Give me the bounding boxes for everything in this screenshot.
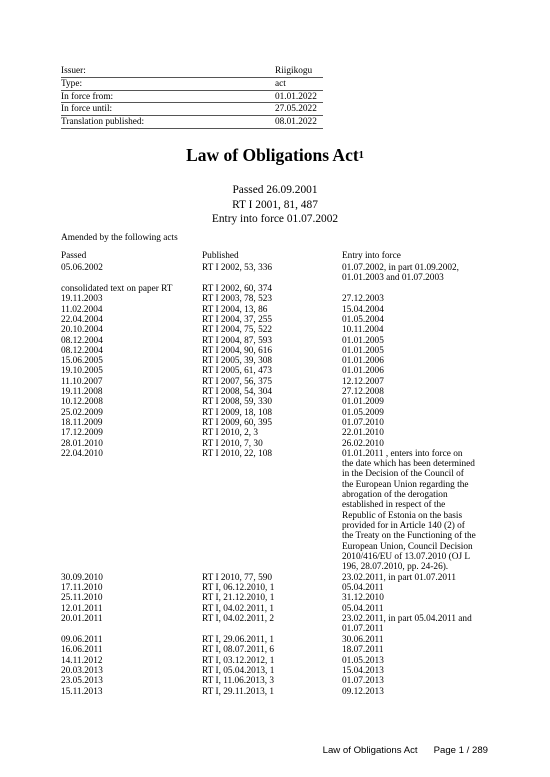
cell-entry-into-force: 01.05.2013 bbox=[342, 655, 384, 666]
cell-published: RT I 2002, 60, 374 bbox=[202, 284, 273, 295]
cell-published: RT I 2004, 37, 255 bbox=[202, 314, 273, 325]
cell-published: RT I 2007, 56, 375 bbox=[202, 376, 273, 387]
cell-published: RT I 2002, 53, 336 bbox=[202, 263, 273, 274]
cell-published: RT I 2010, 77, 590 bbox=[202, 572, 273, 583]
cell-passed: 11.02.2004 bbox=[61, 304, 103, 315]
table-row bbox=[61, 583, 491, 593]
metadata-block bbox=[61, 65, 321, 129]
footer-doc-title: Law of Obligations Act bbox=[322, 745, 418, 756]
cell-entry-into-force: 01.01.2011 , enters into force on the date which has been determined in the Decision of the Council of the European Union regarding the abrogation of the derogation established in respect of the Republic of Estonia on the basis provided for in Article 140 (2) of the Treaty on the Functioning of the European Union, Council Decision 2010/416/EU of 13.07.2010 (OJ L 196, 28.07.2010, pp. 24-26). bbox=[342, 448, 476, 573]
cell-passed: 05.06.2002 bbox=[61, 263, 103, 274]
cell-published: RT I 2009, 18, 108 bbox=[202, 407, 273, 418]
cell-published: RT I, 05.04.2013, 1 bbox=[202, 665, 275, 676]
table-row bbox=[61, 356, 491, 366]
passed-publication: RT I 2001, 81, 487 bbox=[232, 198, 318, 211]
cell-entry-into-force: 22.01.2010 bbox=[342, 428, 384, 439]
cell-entry-into-force: 01.07.2013 bbox=[342, 676, 384, 687]
cell-passed: 20.10.2004 bbox=[61, 325, 103, 336]
page-title bbox=[0, 144, 550, 170]
metadata-key: Issuer: bbox=[61, 66, 86, 76]
table-row bbox=[61, 687, 491, 697]
cell-passed: 22.04.2004 bbox=[61, 314, 103, 325]
table-row bbox=[61, 635, 491, 645]
cell-passed: consolidated text on paper RT bbox=[61, 284, 173, 295]
cell-entry-into-force: 05.04.2011 bbox=[342, 603, 384, 614]
cell-passed: 08.12.2004 bbox=[61, 345, 103, 356]
cell-passed: 25.11.2010 bbox=[61, 593, 103, 604]
cell-entry-into-force: 26.02.2010 bbox=[342, 438, 384, 449]
cell-passed: 11.10.2007 bbox=[61, 376, 103, 387]
cell-entry-into-force: 09.12.2013 bbox=[342, 686, 384, 697]
cell-passed: 15.06.2005 bbox=[61, 356, 103, 367]
metadata-value: 27.05.2022 bbox=[275, 104, 317, 115]
table-row bbox=[61, 573, 491, 583]
cell-passed: 30.09.2010 bbox=[61, 572, 103, 583]
table-row bbox=[61, 294, 491, 304]
cell-entry-into-force: 01.07.2002, in part 01.09.2002, 01.01.2003 and 01.07.2003 bbox=[342, 263, 459, 284]
passed-date: Passed 26.09.2001 bbox=[232, 184, 318, 196]
table-row bbox=[61, 387, 491, 397]
cell-published: RT I 2010, 7, 30 bbox=[202, 438, 263, 449]
cell-entry-into-force: 01.01.2009 bbox=[342, 397, 384, 408]
cell-entry-into-force: 31.12.2010 bbox=[342, 593, 384, 604]
table-row bbox=[61, 397, 491, 407]
cell-entry-into-force: 01.05.2009 bbox=[342, 407, 384, 418]
header-published: Published bbox=[202, 251, 239, 261]
cell-published: RT I 2010, 22, 108 bbox=[202, 448, 273, 459]
table-row bbox=[61, 676, 491, 686]
cell-entry-into-force: 01.01.2006 bbox=[342, 366, 384, 377]
cell-entry-into-force: 18.07.2011 bbox=[342, 645, 384, 656]
metadata-key: Translation published: bbox=[61, 117, 145, 128]
amendments-table bbox=[61, 251, 491, 697]
cell-passed: 19.11.2003 bbox=[61, 294, 103, 305]
cell-entry-into-force: 15.04.2013 bbox=[342, 665, 384, 676]
cell-passed: 19.10.2005 bbox=[61, 366, 103, 377]
title-text: Law of Obligations Act bbox=[186, 145, 359, 165]
table-row bbox=[61, 645, 491, 655]
page-footer bbox=[323, 745, 488, 756]
metadata-value: 01.01.2022 bbox=[275, 91, 317, 102]
metadata-value: Riigikogu bbox=[275, 66, 313, 76]
cell-entry-into-force: 12.12.2007 bbox=[342, 376, 384, 387]
table-row bbox=[61, 449, 491, 573]
cell-published: RT I 2005, 39, 308 bbox=[202, 356, 273, 367]
cell-published: RT I, 08.07.2011, 6 bbox=[202, 645, 275, 656]
cell-published: RT I 2004, 13, 86 bbox=[202, 304, 268, 315]
metadata-key: Type: bbox=[61, 78, 83, 89]
cell-passed: 09.06.2011 bbox=[61, 635, 103, 646]
table-header bbox=[61, 251, 491, 263]
metadata-key: In force until: bbox=[61, 104, 113, 115]
cell-published: RT I 2008, 54, 304 bbox=[202, 387, 273, 398]
metadata-key: In force from: bbox=[61, 91, 114, 102]
cell-passed: 12.01.2011 bbox=[61, 603, 103, 614]
title-footnote-link[interactable]: 1 bbox=[358, 150, 364, 161]
table-row bbox=[61, 336, 491, 346]
cell-passed: 23.05.2013 bbox=[61, 676, 103, 687]
table-row bbox=[61, 284, 491, 294]
cell-published: RT I 2003, 78, 523 bbox=[202, 294, 273, 305]
table-row bbox=[61, 408, 491, 418]
cell-entry-into-force: 23.02.2011, in part 01.07.2011 bbox=[342, 572, 456, 583]
cell-published: RT I, 04.02.2011, 1 bbox=[202, 603, 275, 614]
table-row bbox=[61, 325, 491, 335]
cell-published: RT I, 03.12.2012, 1 bbox=[202, 655, 275, 666]
cell-published: RT I 2004, 75, 522 bbox=[202, 325, 273, 336]
table-row bbox=[61, 666, 491, 676]
cell-published: RT I, 06.12.2010, 1 bbox=[202, 583, 275, 594]
cell-entry-into-force: 01.01.2006 bbox=[342, 356, 384, 367]
cell-published: RT I 2009, 60, 395 bbox=[202, 417, 273, 428]
table-row bbox=[61, 428, 491, 438]
cell-published: RT I 2004, 87, 593 bbox=[202, 335, 273, 346]
cell-passed: 18.11.2009 bbox=[61, 417, 103, 428]
cell-entry-into-force: 01.01.2005 bbox=[342, 345, 384, 356]
cell-published: RT I, 04.02.2011, 2 bbox=[202, 614, 275, 625]
cell-passed: 17.11.2010 bbox=[61, 583, 103, 594]
cell-passed: 08.12.2004 bbox=[61, 335, 103, 346]
cell-entry-into-force: 01.05.2004 bbox=[342, 314, 384, 325]
cell-passed: 19.11.2008 bbox=[61, 387, 103, 398]
table-row bbox=[61, 377, 491, 387]
cell-entry-into-force: 27.12.2003 bbox=[342, 294, 384, 305]
cell-published: RT I, 29.11.2013, 1 bbox=[202, 686, 275, 697]
cell-passed: 14.11.2012 bbox=[61, 655, 103, 666]
table-row bbox=[61, 439, 491, 449]
table-row bbox=[61, 604, 491, 614]
cell-passed: 28.01.2010 bbox=[61, 438, 103, 449]
table-body bbox=[61, 263, 491, 697]
header-entry-into-force: Entry into force bbox=[342, 251, 401, 261]
cell-passed: 20.03.2013 bbox=[61, 665, 103, 676]
passed-info bbox=[0, 183, 550, 227]
cell-published: RT I 2005, 61, 473 bbox=[202, 366, 273, 377]
cell-published: RT I, 21.12.2010, 1 bbox=[202, 593, 275, 604]
metadata-value: 08.01.2022 bbox=[275, 117, 317, 128]
cell-entry-into-force: 05.04.2011 bbox=[342, 583, 384, 594]
table-row bbox=[61, 366, 491, 376]
cell-entry-into-force: 15.04.2004 bbox=[342, 304, 384, 315]
table-row bbox=[61, 418, 491, 428]
cell-passed: 10.12.2008 bbox=[61, 397, 103, 408]
header-passed: Passed bbox=[61, 251, 87, 261]
table-row bbox=[61, 656, 491, 666]
table-row bbox=[61, 346, 491, 356]
cell-entry-into-force: 10.11.2004 bbox=[342, 325, 384, 336]
cell-entry-into-force: 30.06.2011 bbox=[342, 635, 384, 646]
entry-into-force: Entry into force 01.07.2002 bbox=[211, 213, 339, 226]
cell-entry-into-force: 01.01.2005 bbox=[342, 335, 384, 346]
cell-passed: 22.04.2010 bbox=[61, 448, 103, 459]
metadata-value: act bbox=[275, 78, 286, 89]
amended-heading: Amended by the following acts bbox=[61, 233, 178, 243]
cell-published: RT I 2010, 2, 3 bbox=[202, 428, 259, 439]
cell-published: RT I, 11.06.2013, 3 bbox=[202, 676, 275, 687]
footer-page-number: Page 1 / 289 bbox=[433, 745, 488, 756]
cell-entry-into-force: 27.12.2008 bbox=[342, 387, 384, 398]
metadata-divider bbox=[61, 128, 323, 129]
table-row bbox=[61, 315, 491, 325]
cell-published: RT I, 29.06.2011, 1 bbox=[202, 635, 275, 646]
table-row bbox=[61, 614, 491, 635]
cell-published: RT I 2004, 90, 616 bbox=[202, 345, 273, 356]
cell-passed: 25.02.2009 bbox=[61, 407, 103, 418]
cell-passed: 16.06.2011 bbox=[61, 645, 103, 656]
cell-passed: 17.12.2009 bbox=[61, 428, 103, 439]
cell-passed: 15.11.2013 bbox=[61, 686, 103, 697]
table-row bbox=[61, 305, 491, 315]
table-row bbox=[61, 263, 491, 284]
cell-published: RT I 2008, 59, 330 bbox=[202, 397, 273, 408]
cell-entry-into-force: 23.02.2011, in part 05.04.2011 and 01.07.2011 bbox=[342, 614, 472, 635]
cell-entry-into-force: 01.07.2010 bbox=[342, 417, 384, 428]
table-row bbox=[61, 593, 491, 603]
cell-passed: 20.01.2011 bbox=[61, 614, 103, 625]
